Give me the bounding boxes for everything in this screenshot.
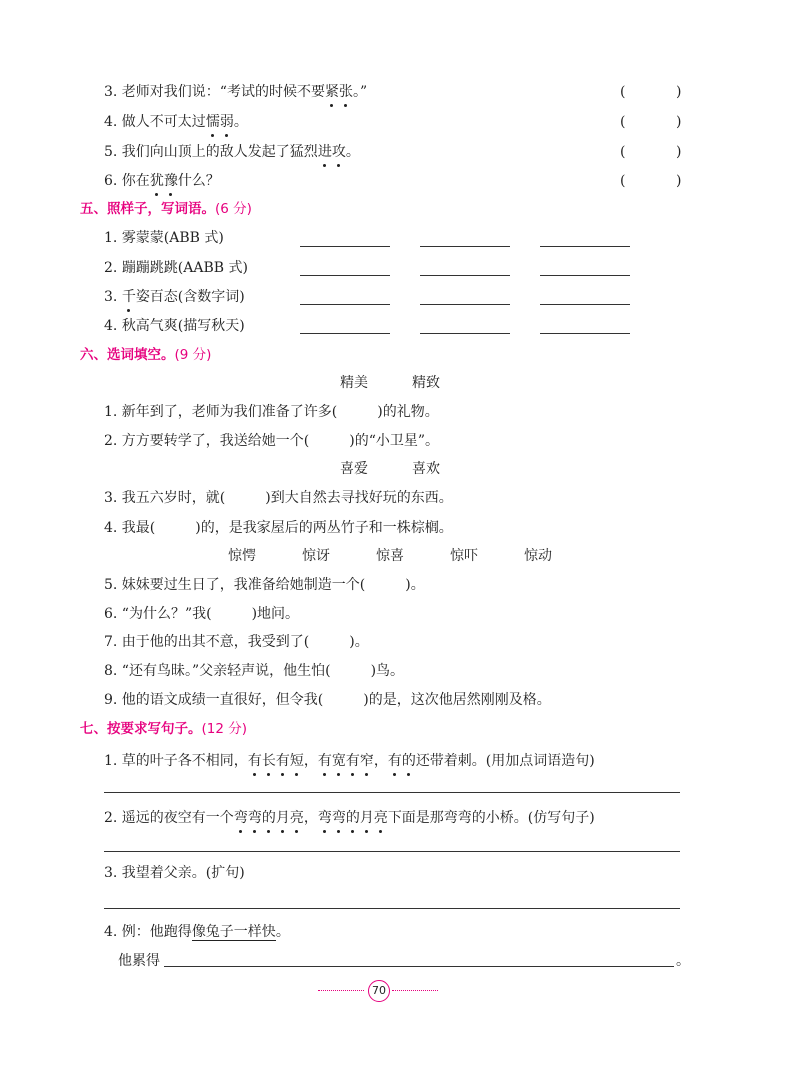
- emphasis-dot-char: 月: [359, 810, 374, 826]
- emphasis-dot-char: 窄: [359, 753, 374, 769]
- blank-line[interactable]: [420, 246, 510, 247]
- answer-line[interactable]: [104, 908, 680, 909]
- s6-item-3: 3. 我五六岁时，就( )到大自然去寻找好玩的东西。: [104, 490, 453, 506]
- s7-question-3: 3. 我望着父亲。(扩句): [104, 865, 245, 881]
- blank-line[interactable]: [420, 304, 510, 305]
- dotted-word: [318, 753, 374, 769]
- blank-line[interactable]: [300, 304, 390, 305]
- option-word: 喜欢: [412, 461, 440, 477]
- option-word: 惊愕: [228, 548, 256, 564]
- option-word: 精致: [412, 375, 440, 391]
- option-word: 惊吓: [450, 548, 478, 564]
- option-word: 惊动: [524, 548, 552, 564]
- section-5-heading: 五、照样子，写词语。(6 分): [80, 201, 252, 217]
- s6-item-9: 9. 他的语文成绩一直很好，但令我( )的是，这次他居然刚刚及格。: [104, 692, 551, 708]
- emphasis-dot-char: 有: [275, 753, 290, 769]
- s5-item-2: 2. 蹦蹦跳跳(AABB 式): [104, 260, 248, 276]
- blank-line[interactable]: [300, 275, 390, 276]
- section-7-heading: 七、按要求写句子。(12 分): [80, 721, 248, 737]
- emphasis-dot-char: 犹: [149, 173, 164, 189]
- emphasis-dot-char: 张: [338, 84, 353, 100]
- answer-line[interactable]: [104, 851, 680, 852]
- section-6-heading: 六、选词填空。(9 分): [80, 347, 212, 363]
- s4-item-3: 3. 老师对我们说：“考试的时候不要紧张。”: [104, 84, 368, 100]
- s4-item-6: 6. 你在犹豫什么？: [104, 173, 220, 189]
- emphasis-dot-char: 懦: [205, 114, 220, 130]
- s6-item-6: 6. “为什么？”我( )地问。: [104, 606, 300, 622]
- footer-divider-left: [318, 990, 364, 991]
- s5-item-4: 4. 秋高气爽(描写秋天): [104, 318, 245, 334]
- s7-question-4-answer-label: 他累得: [118, 953, 160, 969]
- emphasis-dot-char: 攻: [331, 144, 346, 160]
- answer-line[interactable]: [104, 792, 680, 793]
- dotted-word: [122, 289, 136, 305]
- emphasis-dot-char: 短: [289, 753, 304, 769]
- blank-line[interactable]: [540, 333, 630, 334]
- s7-question-4: 4. 例：他跑得像兔子一样快。: [104, 924, 290, 940]
- emphasis-dot-char: 有: [387, 753, 402, 769]
- blank-line[interactable]: [420, 275, 510, 276]
- emphasis-dot-char: 宽: [331, 753, 346, 769]
- emphasis-dot-char: 的: [401, 753, 416, 769]
- page-number: 70: [368, 980, 390, 1002]
- s5-item-1: 1. 雾蒙蒙(ABB 式): [104, 230, 224, 246]
- option-word: 精美: [340, 375, 368, 391]
- blank-line[interactable]: [540, 246, 630, 247]
- answer-line[interactable]: [164, 966, 674, 967]
- blank-line[interactable]: [420, 333, 510, 334]
- s6-item-2: 2. 方方要转学了，我送给她一个( )的“小卫星”。: [104, 433, 440, 449]
- s6-item-1: 1. 新年到了，老师为我们准备了许多( )的礼物。: [104, 404, 439, 420]
- underlined-phrase: 像兔子一样快: [191, 924, 276, 940]
- emphasis-dot-char: 有: [345, 753, 360, 769]
- emphasis-dot-char: 弯: [317, 810, 332, 826]
- dotted-word: [150, 173, 178, 189]
- option-word: 惊讶: [302, 548, 330, 564]
- emphasis-dot-char: 豫: [163, 173, 178, 189]
- emphasis-dot-char: 亮: [289, 810, 304, 826]
- emphasis-dot-char: 紧: [324, 84, 339, 100]
- emphasis-dot-char: 弯: [331, 810, 346, 826]
- emphasis-dot-char: 进: [317, 144, 332, 160]
- emphasis-dot-char: 亮: [373, 810, 388, 826]
- emphasis-dot-char: 的: [345, 810, 360, 826]
- s6-item-8: 8. “还有鸟昧。”父亲轻声说，他生怕( )鸟。: [104, 663, 405, 679]
- blank-line[interactable]: [300, 246, 390, 247]
- s6-item-5: 5. 妹妹要过生日了，我准备给她制造一个( )。: [104, 577, 425, 593]
- s4-item-5: 5. 我们向山顶上的敌人发起了猛烈进攻。: [104, 144, 360, 160]
- s7-question-1: 1. 草的叶子各不相同，有长有短，有宽有窄，有的还带着刺。(用加点词语造句): [104, 753, 595, 769]
- s7-question-4-period: 。: [676, 953, 690, 969]
- blank-line[interactable]: [300, 333, 390, 334]
- s7-question-2: 2. 遥远的夜空有一个弯弯的月亮，弯弯的月亮下面是那弯弯的小桥。(仿写句子): [104, 810, 595, 826]
- emphasis-dot-char: 的: [261, 810, 276, 826]
- dotted-word: [234, 810, 304, 826]
- dotted-word: [248, 753, 304, 769]
- emphasis-dot-char: 有: [317, 753, 332, 769]
- emphasis-dot-char: 长: [261, 753, 276, 769]
- emphasis-dot-char: 弱: [219, 114, 234, 130]
- dotted-word: [318, 144, 346, 160]
- s6-item-4: 4. 我最( )的，是我家屋后的两丛竹子和一株棕榈。: [104, 520, 453, 536]
- s6-item-7: 7. 由于他的出其不意，我受到了( )。: [104, 634, 369, 650]
- emphasis-dot-char: 弯: [247, 810, 262, 826]
- s4-item-4: 4. 做人不可太过懦弱。: [104, 114, 248, 130]
- blank-line[interactable]: [540, 304, 630, 305]
- dotted-word: [318, 810, 388, 826]
- footer-divider-right: [392, 990, 438, 991]
- emphasis-dot-char: 弯: [233, 810, 248, 826]
- dotted-word: [325, 84, 353, 100]
- dotted-word: [388, 753, 416, 769]
- dotted-word: [206, 114, 234, 130]
- blank-line[interactable]: [540, 275, 630, 276]
- s5-item-3: 3. 千姿百态(含数字词): [104, 289, 245, 305]
- option-word: 惊喜: [376, 548, 404, 564]
- option-word: 喜爱: [340, 461, 368, 477]
- emphasis-dot-char: 有: [247, 753, 262, 769]
- emphasis-dot-char: 千: [121, 289, 136, 305]
- emphasis-dot-char: 月: [275, 810, 290, 826]
